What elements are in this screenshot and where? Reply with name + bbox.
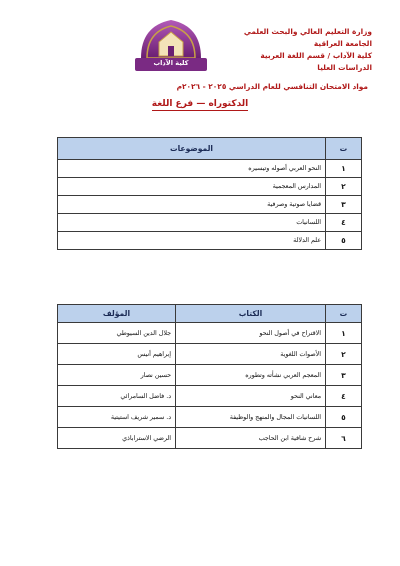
row-number: ٣ — [326, 196, 362, 214]
book-cell: شرح شافية ابن الحاجب — [176, 428, 326, 449]
row-number: ٤ — [326, 214, 362, 232]
book-cell: الأصوات اللغوية — [176, 344, 326, 365]
column-header-topics: الموضوعات — [58, 138, 326, 160]
column-header-author: المؤلف — [58, 305, 176, 323]
table-row — [58, 323, 362, 344]
row-number: ٦ — [326, 428, 362, 449]
column-header-number: ت — [326, 305, 362, 323]
university-line: الجامعة العراقية — [313, 39, 372, 48]
book-cell: اللسانيات المجال والمنهج والوظيفة — [176, 407, 326, 428]
topic-cell: اللسانيات — [58, 214, 326, 232]
row-number: ٤ — [326, 386, 362, 407]
column-header-book: الكتاب — [176, 305, 326, 323]
row-number: ٢ — [326, 344, 362, 365]
table-row — [58, 428, 362, 449]
topic-cell: النحو العربي أصوله وتيسيره — [58, 160, 326, 178]
author-cell: د. فاضل السامرائي — [58, 386, 176, 407]
postgrad-line: الدراسات العليا — [317, 63, 372, 72]
book-cell: معاني النحو — [176, 386, 326, 407]
college-line: كلية الآداب / قسم اللغة العربية — [260, 51, 372, 60]
row-number: ٣ — [326, 365, 362, 386]
book-cell: المعجم العربي نشأته وتطوره — [176, 365, 326, 386]
column-header-number: ت — [326, 138, 362, 160]
topic-cell: المدارس المعجمية — [58, 178, 326, 196]
degree-heading-text: الدكتوراه — فرع اللغة — [151, 99, 249, 109]
table-row — [58, 386, 362, 407]
author-cell: حسين نصار — [58, 365, 176, 386]
books-table — [57, 304, 362, 449]
table-row — [58, 365, 362, 386]
table-row — [58, 160, 362, 178]
topic-cell: قضايا صوتية وصرفية — [58, 196, 326, 214]
table-row — [58, 196, 362, 214]
subject-line: مواد الامتحان التنافسي للعام الدراسي ٢٠٢٥ - ٢٠٢٦م — [176, 82, 368, 91]
table-row — [58, 344, 362, 365]
table-row — [58, 178, 362, 196]
ministry-line: وزارة التعليم العالي والبحث العلمي — [243, 27, 372, 36]
row-number: ١ — [326, 160, 362, 178]
author-cell: جلال الدين السيوطي — [58, 323, 176, 344]
row-number: ٥ — [326, 232, 362, 250]
degree-heading — [0, 99, 400, 109]
author-cell: الرضي الاستراباذي — [58, 428, 176, 449]
college-logo-icon — [133, 16, 209, 76]
row-number: ٥ — [326, 407, 362, 428]
logo-caption: كلية الآداب — [153, 59, 189, 67]
author-cell: د. سمير شريف استيتية — [58, 407, 176, 428]
author-cell: إبراهيم أنيس — [58, 344, 176, 365]
table-row — [58, 407, 362, 428]
table-header-row — [58, 305, 362, 323]
institution-block — [222, 26, 372, 74]
book-cell: الاقتراح في أصول النحو — [176, 323, 326, 344]
row-number: ١ — [326, 323, 362, 344]
topics-table — [57, 137, 362, 250]
table-row — [58, 232, 362, 250]
row-number: ٢ — [326, 178, 362, 196]
table-header-row — [58, 138, 362, 160]
topic-cell: علم الدلالة — [58, 232, 326, 250]
table-row — [58, 214, 362, 232]
